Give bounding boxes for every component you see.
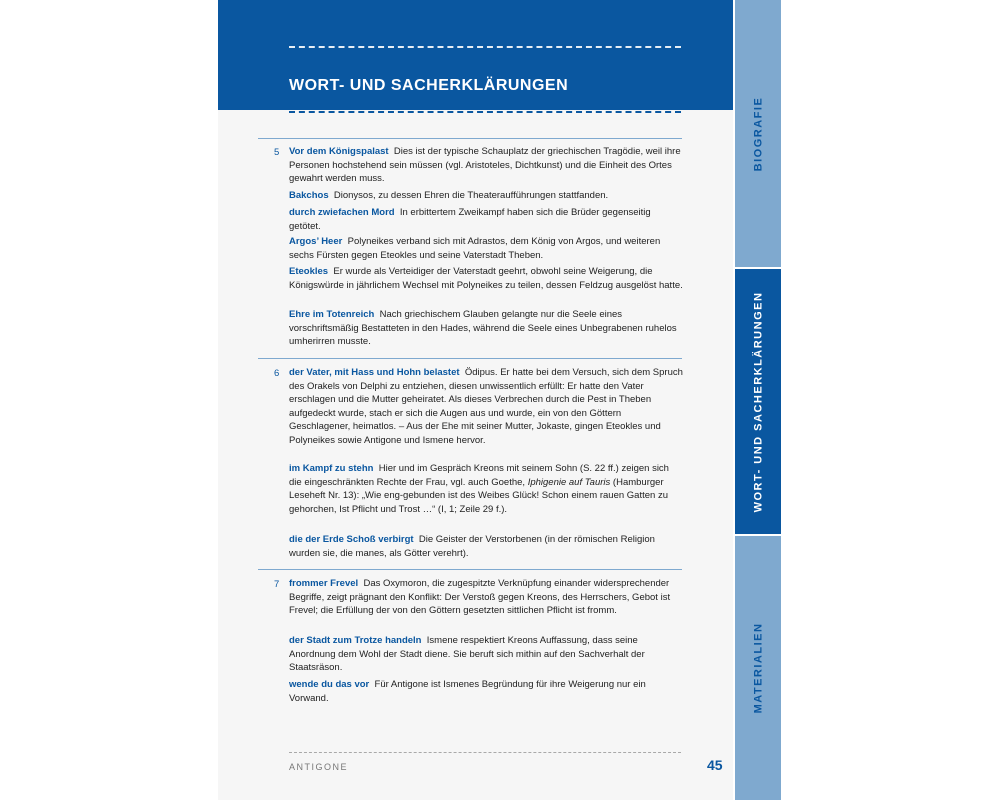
gloss-entry xyxy=(289,308,683,349)
page-title: WORT- UND SACHERKLÄRUNGEN xyxy=(289,77,569,94)
gloss-entry xyxy=(289,577,683,618)
gloss-text: Ödipus. Er hatte bei dem Versuch, sich dem Spruch des Orakels von Delphi zu entziehen, diesen unwissentlich erfüllt: Er hatte den Vater erschlagen und die Mutter geheiratet. Als dieses Verbrechen durch die Pest in Theben aufgedeckt wurde, stach er sich die Augen aus und wurde, ein von den Göttern Geschlagener, heimatlos. – Aus der Ehe mit seiner Mutter, Jokaste, gingen Eteokles und Polyneikes sowie Antigone und Ismene hervor. xyxy=(289,367,683,446)
gloss-term: Bakchos xyxy=(289,190,329,201)
gloss-entry xyxy=(289,145,683,186)
gloss-entry xyxy=(289,366,683,448)
line-number: 5 xyxy=(274,147,280,158)
gloss-text: Polyneikes verband sich mit Adrastos, dem König von Argos, und weiteren sechs Fürsten gegen Eteokles und seine Vaterstadt Theben. xyxy=(289,236,661,261)
gloss-text: Dionysos, zu dessen Ehren die Theateraufführungen stattfanden. xyxy=(333,190,609,201)
gloss-term: der Vater, mit Hass und Hohn belastet xyxy=(289,367,460,378)
gloss-entry xyxy=(289,206,683,233)
gloss-text-continued: (Hamburger Leseheft Nr. 13): „Wie eng-gebunden ist des Weibes Glück! Schon einem rauen Gatten zu gehorchen, Ist Pflicht und Trost …“ (I, 1; Zeile 29 f.). xyxy=(289,476,668,515)
tab-materialien[interactable] xyxy=(735,536,781,800)
tab-wort-und-sacherklaerungen[interactable] xyxy=(735,269,781,534)
page-number: 45 xyxy=(707,757,723,773)
gloss-work-title: Iphigenie auf Tauris xyxy=(527,476,611,488)
footer-dash xyxy=(289,752,681,753)
gloss-entry xyxy=(289,189,683,203)
gloss-entry xyxy=(289,265,683,292)
gloss-text: Hier und im Gespräch Kreons mit seinem Sohn (S. 22 ff.) zeigen sich die eingeschränkten Rechte der Frau, vgl. auch Goethe, xyxy=(289,463,669,488)
gloss-term: Argos’ Heer xyxy=(289,236,343,247)
gloss-term: Eteokles xyxy=(289,266,329,277)
gloss-text: Die Geister der Verstorbenen (in der römischen Religion wurden sie, die manes, als Götter verehrt). xyxy=(289,534,655,559)
gloss-text: Dies ist der typische Schauplatz der griechischen Tragödie, weil ihre Personen hochstehend sein müssen (vgl. Aristoteles, Dichtkunst) und die Einheit des Ortes gewahrt werden muss. xyxy=(289,146,681,185)
gloss-term: frommer Frevel xyxy=(289,578,359,589)
gloss-text: Er wurde als Verteidiger der Vaterstadt geehrt, obwohl seine Weigerung, die Königswürde in jährlichem Wechsel mit Polyneikes zu teilen, dessen Feldzug ausgelöst hatte. xyxy=(289,266,683,291)
gloss-text: Das Oxymoron, die zugespitzte Verknüpfung einander widersprechender Begriffe, zeigt prägnant den Konflikt: Der Verstoß gegen Kreons, des Herrschers, Gebot ist Frevel; die Erfüllung der von den Göttern gesetzten sittlichen Pflicht ist fromm. xyxy=(289,578,671,617)
header-top-dash xyxy=(289,46,681,48)
gloss-entry xyxy=(289,462,683,516)
gloss-entry xyxy=(289,678,683,705)
section-divider xyxy=(258,138,682,139)
gloss-entry xyxy=(289,634,683,675)
tab-biografie[interactable] xyxy=(735,0,781,267)
gloss-term: Vor dem Königspalast xyxy=(289,146,389,157)
gloss-text: In erbittertem Zweikampf haben sich die Brüder gegenseitig getötet. xyxy=(289,207,651,232)
gloss-term: im Kampf zu stehn xyxy=(289,463,374,474)
tab-materialien-label: MATERIALIEN xyxy=(752,622,765,714)
gloss-term: die der Erde Schoß verbirgt xyxy=(289,534,414,545)
gloss-text: Ismene respektiert Kreons Auffassung, dass seine Anordnung dem Wohl der Stadt diene. Sie beruft sich mithin auf den Sachverhalt der Staatsräson. xyxy=(289,635,645,674)
gloss-term: wende du das vor xyxy=(289,679,370,690)
tab-biografie-label: BIOGRAFIE xyxy=(752,96,764,171)
header-bottom-dash xyxy=(289,111,681,113)
tab-wort-label: WORT- UND SACHERKLÄRUNGEN xyxy=(752,291,765,512)
gloss-entry xyxy=(289,235,683,262)
gloss-entry xyxy=(289,533,683,560)
footer-book-title: ANTIGONE xyxy=(289,762,349,772)
line-number: 6 xyxy=(274,368,280,379)
gloss-text: Nach griechischem Glauben gelangte nur die Seele eines vorschriftsmäßig Bestatteten in den Hades, während die Seele eines Unbegrabenen ruhelos umherirren musste. xyxy=(289,309,677,348)
line-number: 7 xyxy=(274,579,280,590)
gloss-term: durch zwiefachen Mord xyxy=(289,207,395,218)
gloss-term: Ehre im Totenreich xyxy=(289,309,375,320)
section-divider xyxy=(258,569,682,570)
section-divider xyxy=(258,358,682,359)
gloss-text: Für Antigone ist Ismenes Begründung für ihre Weigerung nur ein Vorwand. xyxy=(289,679,646,704)
gloss-term: der Stadt zum Trotze handeln xyxy=(289,635,422,646)
